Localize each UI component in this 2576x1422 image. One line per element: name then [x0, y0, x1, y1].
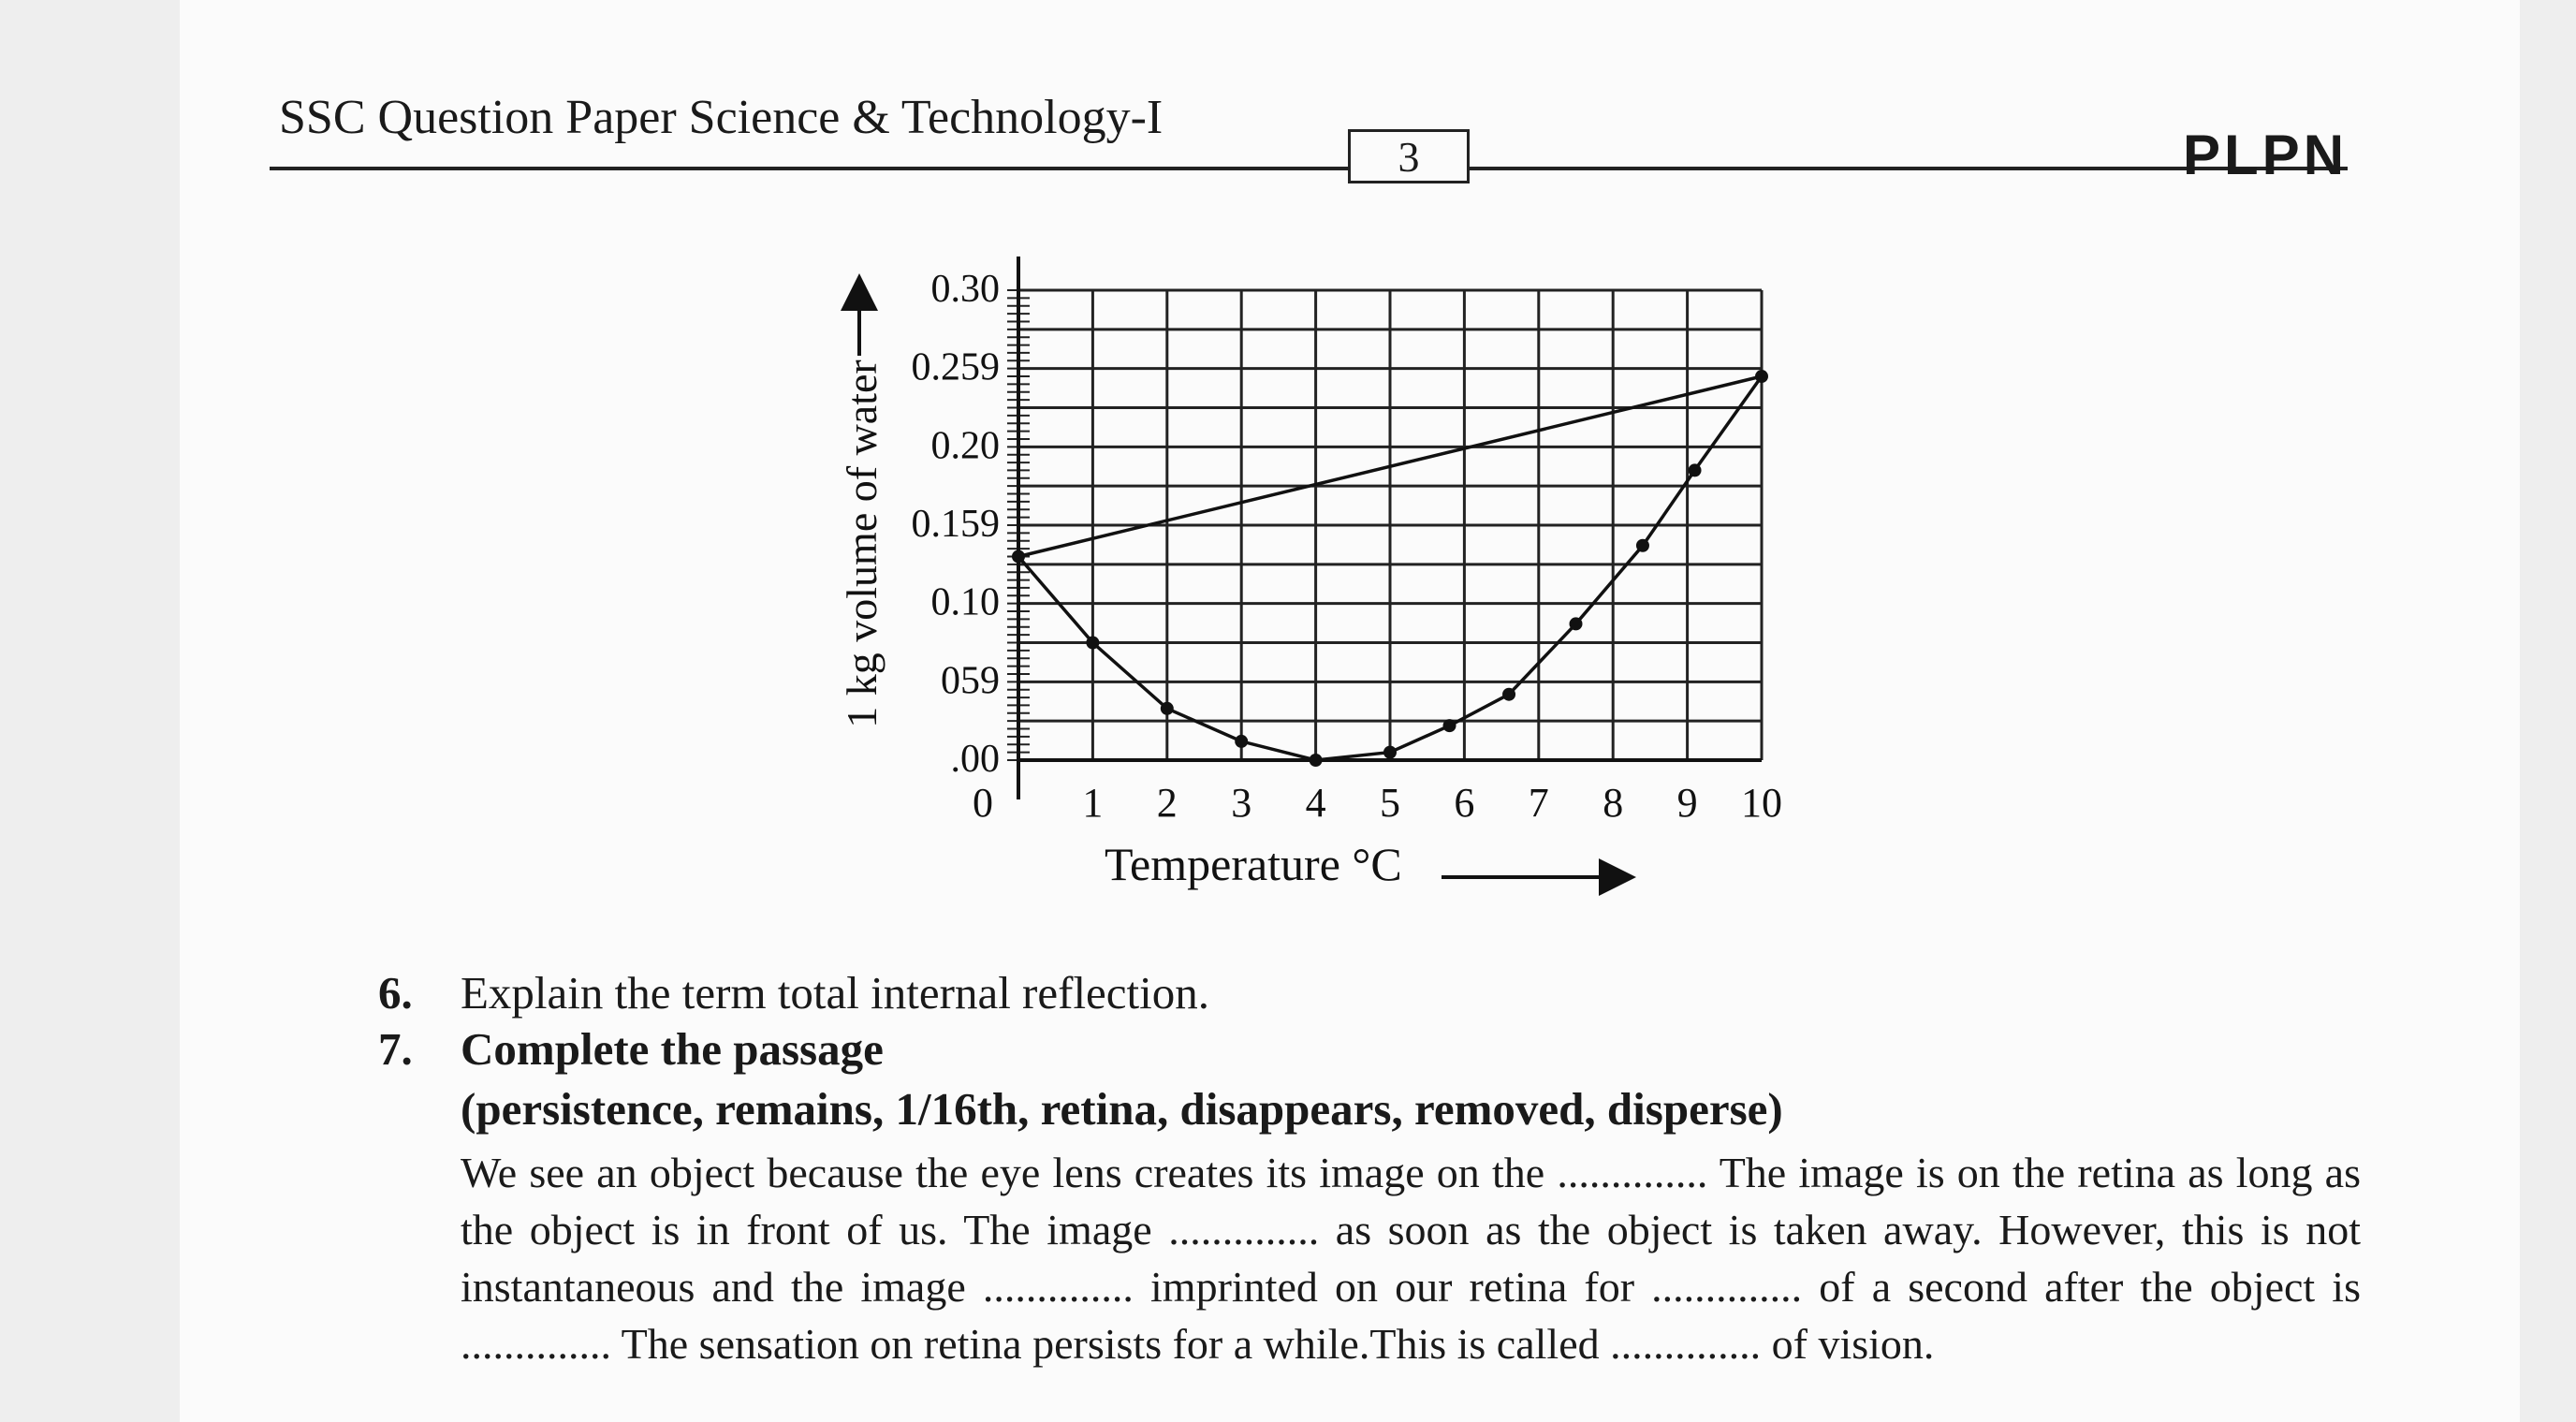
x-tick-label: 7: [1528, 780, 1549, 826]
header-title: SSC Question Paper Science & Technology-I: [279, 91, 1164, 144]
x-tick-label: 9: [1676, 780, 1698, 826]
x-tick-label: 6: [1454, 780, 1475, 826]
data-point: [1235, 735, 1248, 748]
y-tick-label: .00: [950, 738, 1000, 781]
chart-grid: [1018, 290, 1762, 760]
x-tick-label: 1: [1082, 780, 1104, 826]
data-point: [1570, 617, 1583, 630]
data-point: [1310, 754, 1323, 767]
y-tick-label: 059: [941, 659, 1000, 703]
x-tick-label: 2: [1156, 780, 1178, 826]
x-axis-title: Temperature °C: [1105, 838, 1402, 890]
data-point: [1383, 746, 1397, 759]
y-tick-label: 0.259: [911, 345, 1000, 389]
word-options: (persistence, remains, 1/16th, retina, disappears, removed, disperse): [461, 1083, 1783, 1135]
x-tick-label: 5: [1380, 780, 1400, 826]
y-tick-label: 0.159: [911, 503, 1000, 546]
y-tick-label: 0.20: [930, 424, 1000, 468]
x-tick-label: 3: [1231, 780, 1252, 826]
page-number-box: 3: [1348, 129, 1470, 183]
question-6-number: 6.: [378, 967, 413, 1019]
data-point: [1086, 637, 1099, 650]
data-point: [1502, 688, 1515, 701]
y-axis-title: 1 kg volume of water: [838, 359, 886, 728]
chart-axes: [1007, 257, 1762, 799]
y-tick-label: 0.30: [930, 268, 1000, 311]
paper-code: PLPN: [2183, 124, 2349, 186]
data-point: [1636, 539, 1649, 552]
data-point: [1443, 719, 1456, 732]
chart-labels: [838, 268, 1782, 890]
data-point: [1689, 463, 1702, 476]
y-tick-label: 0.10: [930, 580, 1000, 624]
x-tick-label: 8: [1603, 780, 1624, 826]
data-point: [1161, 702, 1174, 715]
passage-text: We see an object because the eye lens creates its image on the .............. The image is on the retina as long as the object is in front of us. The image .............. as soon as the object is taken away. However, this is not instantaneous and the image .............. imprinted on our retina for .............. of a second after the object is .............. The sensation on retina persists for a while.This is called .............. of vision.: [461, 1149, 2361, 1368]
x-tick-label: 0: [973, 780, 993, 826]
x-tick-label: 4: [1305, 780, 1326, 826]
x-tick-label: 10: [1741, 780, 1782, 826]
question-6-text: Explain the term total internal reflection.: [461, 967, 1210, 1019]
question-7-text: Complete the passage: [461, 1023, 884, 1075]
question-7-number: 7.: [378, 1023, 413, 1075]
